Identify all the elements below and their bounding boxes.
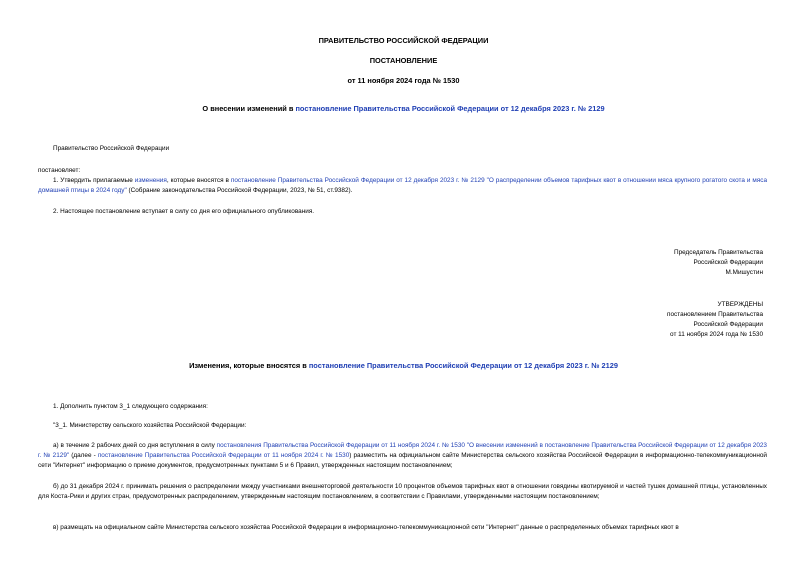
signature-line-2: Российской Федерации xyxy=(693,259,763,266)
approved-line-3: Российской Федерации xyxy=(693,321,763,328)
subitem-a-1: а) в течение 2 рабочих дней со дня вступления в силу xyxy=(53,442,217,449)
signature-line-3: М.Мишустин xyxy=(725,269,763,276)
paragraph-1-a: 1. Утвердить прилагаемые xyxy=(53,177,135,184)
item-1: 1. Дополнить пунктом 3_1 следующего содержания: xyxy=(53,403,208,410)
subitem-a-3: ) разместить на официальном сайте Министерства сельского хозяйства Российской Федерации в информационно-телекоммуникационной сети "Интернет" информацию о приеме документов, предусмотренных пунктами 5 и 6 Правил, утвержденных настоящим постановлением; xyxy=(38,452,767,469)
header-gov: ПРАВИТЕЛЬСТВО РОССИЙСКОЙ ФЕДЕРАЦИИ xyxy=(318,36,489,45)
subitem-a-2: (далее - xyxy=(69,452,98,459)
paragraph-1-c: (Собрание законодательства Российской Федерации, 2023, № 51, ст.9382). xyxy=(126,187,353,194)
item-3-1: "3_1. Министерству сельского хозяйства Российской Федерации: xyxy=(53,422,247,429)
gov-name: Правительство Российской Федерации xyxy=(53,145,170,152)
resolution-1530-link[interactable]: постановления Правительства Российской Федерации от 11 ноября 2024 г. № 1530 "О внесении изменений в постановление Правительства Российской Федерации от 12 декабря 2023 г. № 2129" xyxy=(38,442,767,459)
approved-line-1: УТВЕРЖДЕНЫ xyxy=(717,301,763,308)
approved-line-2: постановлением Правительства xyxy=(667,311,763,318)
document-title-prefix: О внесении изменений в xyxy=(202,104,296,113)
document-title-link[interactable]: постановление Правительства Российской Федерации от 12 декабря 2023 г. № 2129 xyxy=(295,104,605,113)
subitem-c: в) размещать на официальном сайте Министерства сельского хозяйства Российской Федерации в информационно-телекоммуникационной сети "Интернет" данные о распределенных объемах тарифных квот в xyxy=(53,524,679,531)
subitem-a xyxy=(38,441,767,471)
changes-title xyxy=(0,361,807,371)
approved-line-4: от 11 ноября 2024 года № 1530 xyxy=(670,331,763,338)
header-date-number: от 11 ноября 2024 года № 1530 xyxy=(347,76,460,85)
paragraph-1 xyxy=(38,176,767,196)
paragraph-2: 2. Настоящее постановление вступает в силу со дня его официального опубликования. xyxy=(53,208,315,215)
subitem-b: б) до 31 декабря 2024 г. принимать решения о распределении между участниками внешнеторговой деятельности 10 процентов объемов тарифных квот в отношении говядины квотируемой и частей тушек домашней птицы, установленных для Коста-Рики и других стран, предусмотренных распределением, утвержденным настоящим постановлением, в соответствии с Правилами, утвержденными настоящим постановлением; xyxy=(38,483,767,500)
changes-title-link[interactable]: постановление Правительства Российской Федерации от 12 декабря 2023 г. № 2129 xyxy=(308,361,618,370)
signature-line-1: Председатель Правительства xyxy=(674,249,763,256)
resolution-1530-short-link[interactable]: постановление Правительства Российской Федерации от 11 ноября 2024 г. № 1530 xyxy=(97,452,350,459)
changes-title-prefix: Изменения, которые вносятся в xyxy=(189,361,309,370)
header-doc-type: ПОСТАНОВЛЕНИЕ xyxy=(369,56,438,65)
changes-link[interactable]: изменения xyxy=(134,177,167,184)
document-title xyxy=(0,104,807,114)
resolution-2129-link[interactable]: постановление Правительства Российской Федерации от 12 декабря 2023 г. № 2129 "О распределении объемов тарифных квот в отношении мяса крупного рогатого скота и мяса домашней птицы в 2024 году" xyxy=(38,177,767,194)
paragraph-1-b: , которые вносятся в xyxy=(166,177,231,184)
resolves: постановляет: xyxy=(38,167,81,174)
